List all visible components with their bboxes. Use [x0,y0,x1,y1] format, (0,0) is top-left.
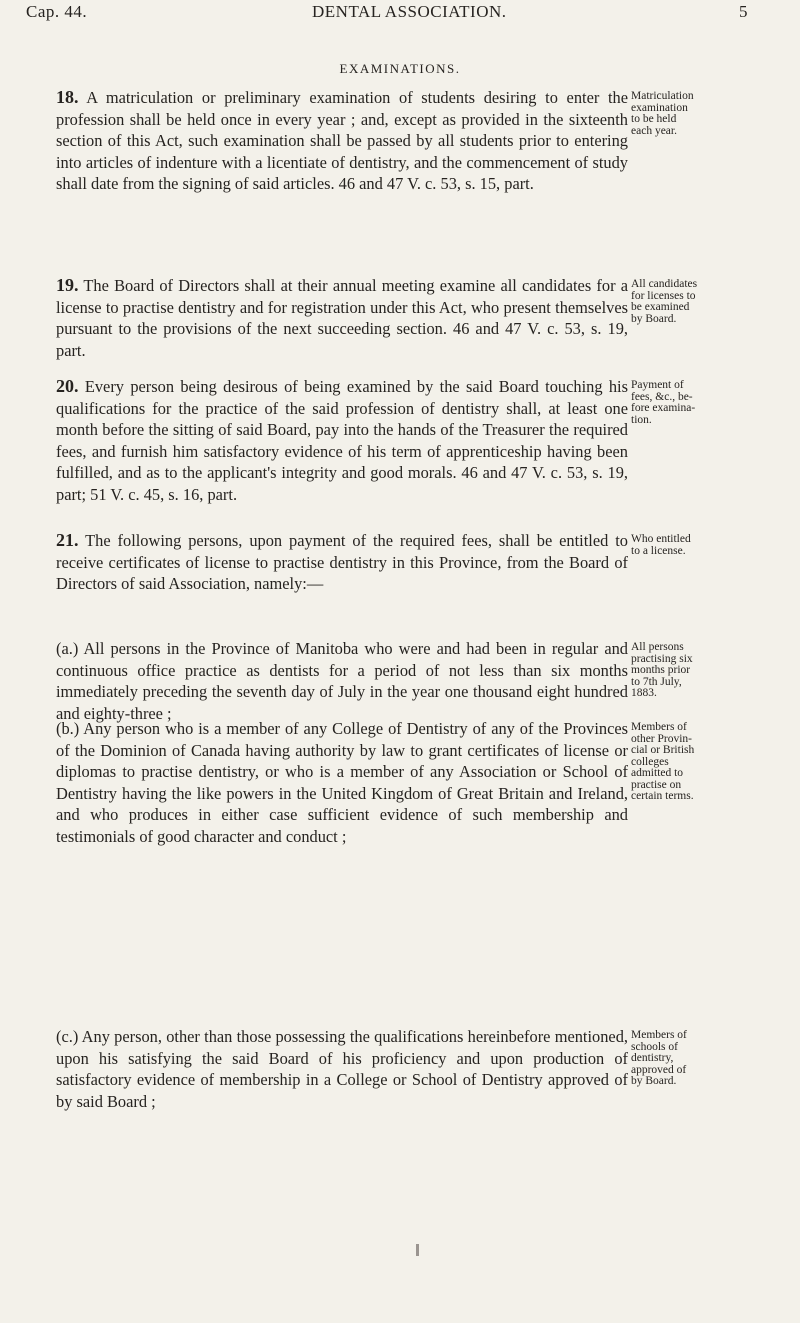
subsection-text: All persons in the Province of Manitoba who were and had been in regular and continuous office practice as dentists for a period of not less than six months immediately preceding the seventh day of July in the year one thousand eight hundred and eighty-three ; [56,639,628,723]
chapter-label: Cap. 44. [26,2,88,21]
marginal-note-c: Members of schools of dentistry, approved of by Board. [631,1029,687,1087]
section-text: A matriculation or preliminary examination of students desiring to enter the profession shall be held once in every year ; and, except as provided in the sixteenth section of this Act, such examination shall be passed by all students prior to entering into articles of indenture with a licentiate of dentistry, and the commencement of study shall date from the signing of said articles. 46 and 47 V. c. 53, s. 15, part. [56,88,628,194]
section-20 [56,376,628,506]
print-mark [416,1244,419,1256]
page-number: 5 [739,2,748,21]
marginal-note-a: All persons practising six months prior to 7th July, 1883. [631,641,693,699]
subsection-label: (b.) [56,719,80,738]
section-number: 19. [56,275,79,295]
marginal-note-19: All candidates for licenses to be examined by Board. [631,278,698,325]
section-text: The Board of Directors shall at their annual meeting examine all candidates for a license to practise dentistry and for registration under this Act, who present themselves pursuant to the provisions of the next succeeding section. 46 and 47 V. c. 53, s. 19, part. [56,276,629,360]
section-text: Every person being desirous of being examined by the said Board touching his qualifications for the practice of the said profession of dentistry shall, at least one month before the sitting of said Board, pay into the hands of the Treasurer the required fees, and furnish him satisfactory evidence of his term of apprenticeship having been fulfilled, and as to the applicant's integrity and good morals. 46 and 47 V. c. 53, s. 19, part; 51 V. c. 45, s. 16, part. [56,377,628,504]
section-number: 21. [56,530,79,550]
subsection-c [56,1026,628,1112]
section-18 [56,87,628,195]
subsection-label: (c.) [56,1027,79,1046]
section-number: 18. [56,87,79,107]
marginal-note-21: Who entitled to a license. [631,533,691,557]
marginal-note-18: Matriculation examination to be held each year. [631,90,694,137]
subsection-b [56,718,628,848]
subsection-label: (a.) [56,639,79,658]
marginal-note-20: Payment of fees, &c., be- fore examina- tion. [631,379,696,426]
section-number: 20. [56,376,79,396]
section-19 [56,275,628,361]
subsection-a [56,638,628,724]
subsection-text: Any person, other than those possessing the qualifications hereinbefore mentioned, upon his satisfying the said Board of his proficiency and upon production of satisfactory evidence of membership in a College or School of Dentistry approved of by said Board ; [56,1027,628,1111]
subsection-text: Any person who is a member of any College of Dentistry of any of the Provinces of the Dominion of Canada having authority by law to grant certificates of license or diplomas to practise dentistry, or who is a member of any Association or School of Dentistry having the like powers in the United Kingdom of Great Britain and Ireland, and who produces in either case sufficient evidence of such membership and testimonials of good character and conduct ; [56,719,628,846]
marginal-note-b: Members of other Provin- cial or British colleges admitted to practise on certain terms. [631,721,695,802]
running-header [26,2,748,28]
section-heading: EXAMINATIONS. [339,61,461,76]
act-title: DENTAL ASSOCIATION. [312,2,507,21]
section-text: The following persons, upon payment of the required fees, shall be entitled to receive certificates of license to practise dentistry in this Province, from the Board of Directors of said Association, namely:— [56,531,628,594]
section-21 [56,530,628,595]
